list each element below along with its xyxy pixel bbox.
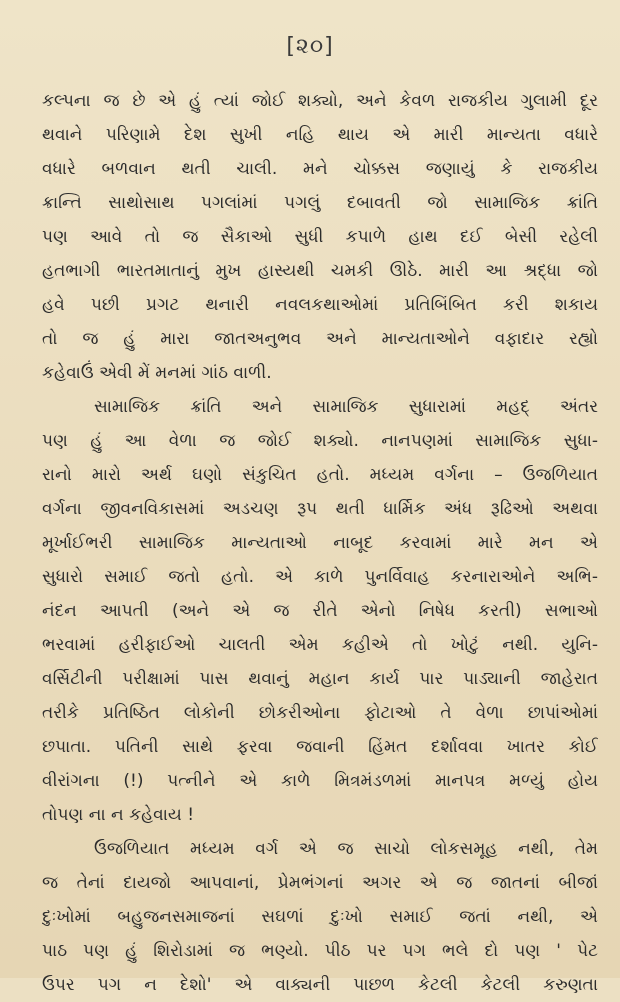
text-line: છપાતા. પતિની સાથે ફરવા જવાની હિંમત દર્શાવવા ખાતર કોઈ [42, 737, 598, 757]
text-line: મૂર્ખાઈભરી સામાજિક માન્યતાઓ નાબૂદ કરવામાં મારે મન એ [42, 533, 598, 553]
text-line: તોપણ ના ન કહેવાય ! [42, 805, 195, 825]
page-number: [૨૦] [286, 34, 334, 59]
text-line: સામાજિક ક્રાંતિ અને સામાજિક સુધારામાં મહદ્ અંતર [94, 397, 598, 417]
text-line: વર્સિટીની પરીક્ષામાં પાસ થવાનું મહાન કાર્ય પાર પાડ્યાની જાહેરાત [42, 669, 598, 689]
text-line: જ તેનાં દાયજો આપવાનાં, પ્રેમભંગનાં અગર એ જ જાતનાં બીજાં [42, 873, 598, 893]
text-line: વીરાંગના (!) પત્નીને એ કાળે મિત્રમંડળમાં માનપત્ર મળ્યું હોય [42, 771, 598, 791]
text-line: ભરવામાં હરીફાઈઓ ચાલતી એમ કહીએ તો ખોટું નથી. યુનિ- [42, 635, 598, 655]
text-line: કલ્પના જ છે એ હું ત્યાં જોઈ શક્યો, અને કેવળ રાજકીય ગુલામી દૂર [42, 91, 598, 111]
text-line: પાઠ પણ હું શિરોડામાં જ ભણ્યો. પીઠ પર પગ ભલે દો પણ ' પેટ [42, 941, 598, 961]
text-line: સુધારો સમાઈ જતો હતો. એ કાળે પુનર્વિવાહ કરનારાઓને અભિ- [42, 567, 598, 587]
text-line: પણ હું આ વેળા જ જોઈ શક્યો. નાનપણમાં સામાજિક સુધા- [42, 431, 598, 451]
text-line: રાનો મારો અર્થ ઘણો સંકુચિત હતો. મધ્યમ વર્ગના – ઉજળિયાત [42, 465, 598, 485]
text-line: હતભાગી ભારતમાતાનું મુખ હાસ્યથી ચમકી ઊઠે. મારી આ શ્રદ્ધા જો [42, 261, 598, 281]
text-line: ઉજળિયાત મધ્યમ વર્ગ એ જ સાચો લોકસમૂહ નથી, તેમ [94, 839, 598, 859]
text-line: વધારે બળવાન થતી ચાલી. મને ચોક્કસ જણાયું કે રાજકીય [42, 159, 598, 179]
text-line: ઉપર પગ ન દેશો' એ વાક્યની પાછળ કેટલી કેટલી કરુણતા [42, 975, 598, 995]
text-line: ક્રાન્તિ સાથોસાથ પગલાંમાં પગલું દબાવતી જો સામાજિક ક્રાંતિ [42, 193, 598, 213]
text-line: તો જ હું મારા જાતઅનુભવ અને માન્યતાઓને વફાદાર રહ્યો [42, 329, 598, 349]
text-line: તરીકે પ્રતિષ્ઠિત લોકોની છોકરીઓના ફોટાઓ તે વેળા છાપાંઓમાં [42, 703, 598, 723]
text-line: વર્ગના જીવનવિકાસમાં અડચણ રૂપ થતી ધાર્મિક અંધ રૂઢિઓ અથવા [42, 499, 598, 519]
text-line: થવાને પરિણામે દેશ સુખી નહિ થાય એ મારી માન્યતા વધારે [42, 125, 598, 145]
page-text-body [42, 84, 598, 1002]
text-line: નંદન આપતી (અને એ જ રીતે એનો નિષેધ કરતી) સભાઓ [42, 601, 598, 621]
text-line: પણ આવે તો જ સૈકાઓ સુધી કપાળે હાથ દઈ બેસી રહેલી [42, 227, 598, 247]
text-line: કહેવાઉં એવી મેં મનમાં ગાંઠ વાળી. [42, 363, 272, 383]
text-line: દુઃખોમાં બહુજનસમાજનાં સઘળાં દુઃખો સમાઈ જતાં નથી, એ [42, 907, 598, 927]
text-line: હવે પછી પ્રગટ થનારી નવલકથાઓમાં પ્રતિબિંબિત કરી શકાય [42, 295, 598, 315]
